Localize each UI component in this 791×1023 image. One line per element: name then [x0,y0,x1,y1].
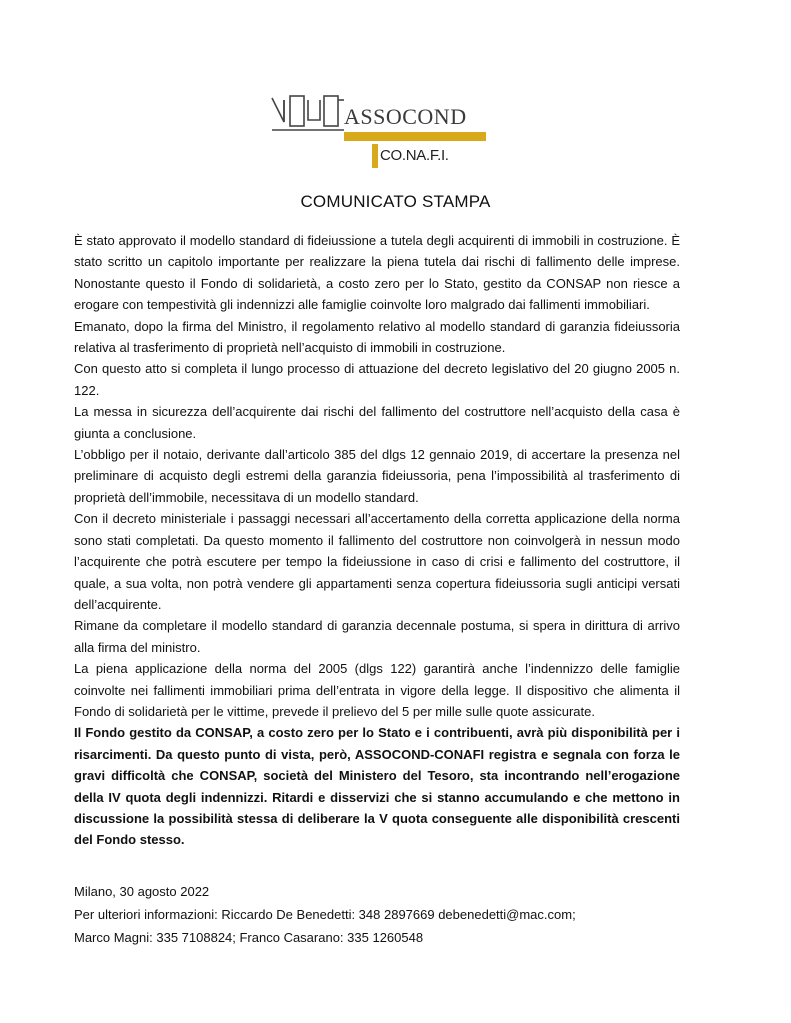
paragraph: Rimane da completare il modello standard di garanzia decennale postuma, si spera in dirittura di arrivo alla firma del ministro. [74,618,680,655]
paragraph: La messa in sicurezza dell’acquirente dai rischi del fallimento del costruttore nell’acquisto della casa è giunta a conclusione. [74,404,680,441]
paragraph: La piena applicazione della norma del 2005 (dlgs 122) garantirà anche l’indennizzo delle famiglie coinvolte nei fallimenti immobiliari prima dell’entrata in vigore della legge. Il dispositivo che alimenta il Fondo di solidarietà per le vittime, prevede il prelievo del 5 per mille sulle quote assicurate. [74,661,680,719]
paragraph: Con questo atto si completa il lungo processo di attuazione del decreto legislativo del 20 giugno 2005 n. 122. [74,361,680,398]
footer [74,880,694,949]
page-title: COMUNICATO STAMPA [300,192,491,211]
contact-line: Marco Magni: 335 7108824; Franco Casarano: 335 1260548 [74,930,424,945]
logo-sub-text: CO.NA.F.I. [380,147,449,164]
logo-main-text: ASSOCOND [344,104,467,129]
paragraph: È stato approvato il modello standard di fideiussione a tutela degli acquirenti di immobili in costruzione. È stato scritto un capitolo importante per realizzare la piena tutela dai rischi di fallimento delle imprese. Nonostante questo il Fondo di solidarietà, a costo zero per lo Stato, gestito da CONSAP non riesce a erogare con tempestività gli indennizzi alle famiglie coinvolte loro malgrado dai fallimenti immobiliari. [74,233,680,313]
paragraph: L’obbligo per il notaio, derivante dall’articolo 385 del dlgs 12 gennaio 2019, di accertare la presenza nel preliminare di acquisto degli estremi della garanzia fideiussoria, pena l’impossibilità al trasferimento di proprietà dell’immobile, necessitava di un modello standard. [74,447,680,505]
paragraph: Emanato, dopo la firma del Ministro, il regolamento relativo al modello standard di garanzia fideiussoria relativa al trasferimento di proprietà nell’acquisto di immobili in costruzione. [74,318,680,356]
assocond-conafi-logo [268,92,488,172]
press-release-body [74,230,680,851]
paragraph: Con il decreto ministeriale i passaggi necessari all’accertamento della corretta applicazione della norma sono stati completati. Da questo momento il fallimento del costruttore non coinvolgerà in nessun modo l’acquirente che potrà escutere per tempo la fideiussione in caso di crisi e fallimento del costruttore, il quale, a sua volta, non potrà vendere gli appartamenti senza copertura fideiussoria sugli anticipi versati dell’acquirente. [74,511,680,612]
bold-paragraph: Il Fondo gestito da CONSAP, a costo zero per lo Stato e i contribuenti, avrà più disponibilità per i risarcimenti. Da questo punto di vista, però, ASSOCOND-CONAFI registra e segnala con forza le gravi difficoltà che CONSAP, società del Ministero del Tesoro, sta incontrando nell’erogazione della IV quota degli indennizzi. Ritardi e disservizi che si stanno accumulando e che mettono in discussione la possibilità stessa di deliberare la V quota conseguente alle disponibilità crescenti del Fondo stesso. [74,725,680,848]
contact-line: Per ulteriori informazioni: Riccardo De Benedetti: 348 2897669 debenedetti@mac.com; [74,907,576,922]
date-line: Milano, 30 agosto 2022 [74,884,210,899]
